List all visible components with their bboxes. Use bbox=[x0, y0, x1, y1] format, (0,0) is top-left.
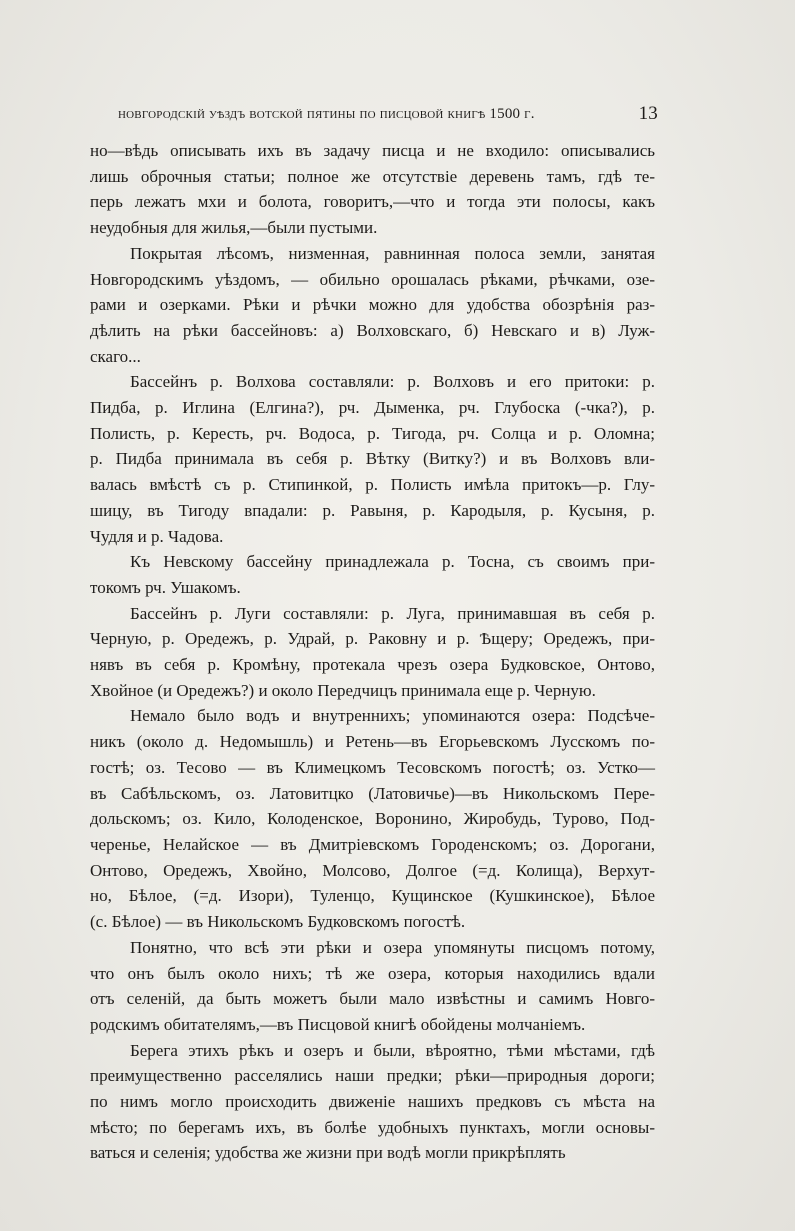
paragraph bbox=[90, 549, 655, 600]
text-line: Немало было водъ и внутреннихъ; упоминаются озера: Подсѣче- bbox=[130, 706, 655, 726]
text-line: Онтово, Оредежъ, Хвойно, Молсово, Долгое (=д. Колища), Верхут- bbox=[90, 860, 655, 880]
text-line: Пидба, р. Иглина (Елгина?), рч. Дыменка, рч. Глубоска (-чка?), р. bbox=[90, 398, 655, 418]
text-line: Полисть, р. Кересть, рч. Водоса, р. Тигода, рч. Солца и р. Оломна; bbox=[90, 423, 655, 443]
text-line: Черную, р. Оредежъ, р. Удрай, р. Раковну и р. Ѣщеру; Оредежъ, при- bbox=[90, 629, 655, 649]
page-number: 13 bbox=[638, 103, 658, 124]
text-line: ваться и селенія; удобства же жизни при водѣ могли прикрѣплять bbox=[90, 1143, 566, 1163]
text-line: шицу, въ Тигоду впадали: р. Равыня, р. Кародыля, р. Кусыня, р. bbox=[90, 500, 655, 520]
text-line: что онъ былъ около нихъ; тѣ же озера, которыя находились вдали bbox=[90, 963, 655, 983]
text-line: въ Сабѣльскомъ, оз. Латовитцко (Латовичье)—въ Никольскомъ Пере- bbox=[90, 783, 655, 803]
text-line: лишь оброчныя статьи; полное же отсутствіе деревень тамъ, гдѣ те- bbox=[90, 166, 655, 186]
text-line: (с. Бѣлое) — въ Никольскомъ Будковскомъ погостѣ. bbox=[90, 912, 466, 932]
text-line: перь лежатъ мхи и болота, говоритъ,—что и тогда эти полосы, какъ bbox=[90, 192, 655, 212]
text-line: но, Бѣлое, (=д. Изори), Туленцо, Кущинское (Кушкинское), Бѣлое bbox=[90, 886, 655, 906]
text-line: преимущественно расселялись наши предки; рѣки—природныя дороги; bbox=[90, 1066, 655, 1086]
text-line: Понятно, что всѣ эти рѣки и озера упомянуты писцомъ потому, bbox=[130, 937, 655, 957]
text-line: скаго... bbox=[90, 346, 141, 366]
text-line: черенье, Нелайское — въ Дмитріевскомъ Городенскомъ; оз. Дорогани, bbox=[90, 834, 655, 854]
paragraph bbox=[90, 1038, 655, 1167]
text-line: по нимъ могло происходить движеніе нашихъ предковъ съ мѣста на bbox=[90, 1092, 655, 1112]
text-line: нявъ въ себя р. Кромѣну, протекала чрезъ озера Будковское, Онтово, bbox=[90, 655, 655, 675]
running-head bbox=[118, 103, 658, 127]
text-line: мѣсто; по берегамъ ихъ, въ болѣе удобныхъ пунктахъ, могли основы- bbox=[90, 1117, 655, 1137]
text-line: Покрытая лѣсомъ, низменная, равнинная полоса земли, занятая bbox=[130, 243, 655, 263]
text-line: неудобныя для жилья,—были пустыми. bbox=[90, 218, 378, 238]
text-line: Бассейнъ р. Луги составляли: р. Луга, принимавшая въ себя р. bbox=[130, 603, 655, 623]
text-line: р. Пидба принимала въ себя р. Вѣтку (Витку?) и въ Волховъ вли- bbox=[90, 449, 655, 469]
paragraph bbox=[90, 138, 655, 241]
body-text bbox=[90, 138, 655, 1166]
text-line: но—вѣдь описывать ихъ въ задачу писца и не входило: описывались bbox=[90, 141, 655, 160]
text-line: Берега этихъ рѣкъ и озеръ и были, вѣроятно, тѣми мѣстами, гдѣ bbox=[130, 1040, 655, 1060]
paragraph bbox=[90, 601, 655, 704]
text-line: Новгородскимъ уѣздомъ, — обильно орошалась рѣками, рѣчками, озе- bbox=[90, 269, 655, 289]
running-head-title: новгородскій уѣздъ вотской пятины по писцовой книгѣ 1500 г. bbox=[118, 106, 535, 122]
text-line: дѣлить на рѣки бассейновъ: а) Волховскаго, б) Невскаго и в) Луж- bbox=[90, 320, 655, 340]
paragraph bbox=[90, 935, 655, 1038]
text-line: валась вмѣстѣ съ р. Стипинкой, р. Полисть имѣла притокъ—р. Глу- bbox=[90, 475, 655, 495]
text-line: отъ селеній, да быть можетъ были мало извѣстны и самимъ Новго- bbox=[90, 989, 655, 1009]
paragraph bbox=[90, 241, 655, 370]
text-line: рами и озерками. Рѣки и рѣчки можно для удобства обозрѣнія раз- bbox=[90, 295, 655, 315]
text-line: Бассейнъ р. Волхова составляли: р. Волховъ и его притоки: р. bbox=[130, 372, 655, 392]
text-line: родскимъ обитателямъ,—въ Писцовой книгѣ обойдены молчаніемъ. bbox=[90, 1014, 586, 1034]
text-line: гостѣ; оз. Тесово — въ Климецкомъ Тесовскомъ погостѣ; оз. Устко— bbox=[90, 757, 655, 777]
text-line: дольскомъ; оз. Кило, Колоденское, Воронино, Жиробудь, Турово, Под- bbox=[90, 809, 655, 829]
text-line: токомъ рч. Ушакомъ. bbox=[90, 577, 241, 597]
text-line: никъ (около д. Недомышль) и Ретень—въ Егорьевскомъ Лусскомъ по- bbox=[90, 732, 655, 752]
paragraph bbox=[90, 703, 655, 934]
paragraph bbox=[90, 369, 655, 549]
text-line: Хвойное (и Оредежъ?) и около Передчицъ принимала еще р. Черную. bbox=[90, 680, 596, 700]
text-line: Къ Невскому бассейну принадлежала р. Тосна, съ своимъ при- bbox=[130, 552, 655, 572]
text-line: Чудля и р. Чадова. bbox=[90, 526, 224, 546]
